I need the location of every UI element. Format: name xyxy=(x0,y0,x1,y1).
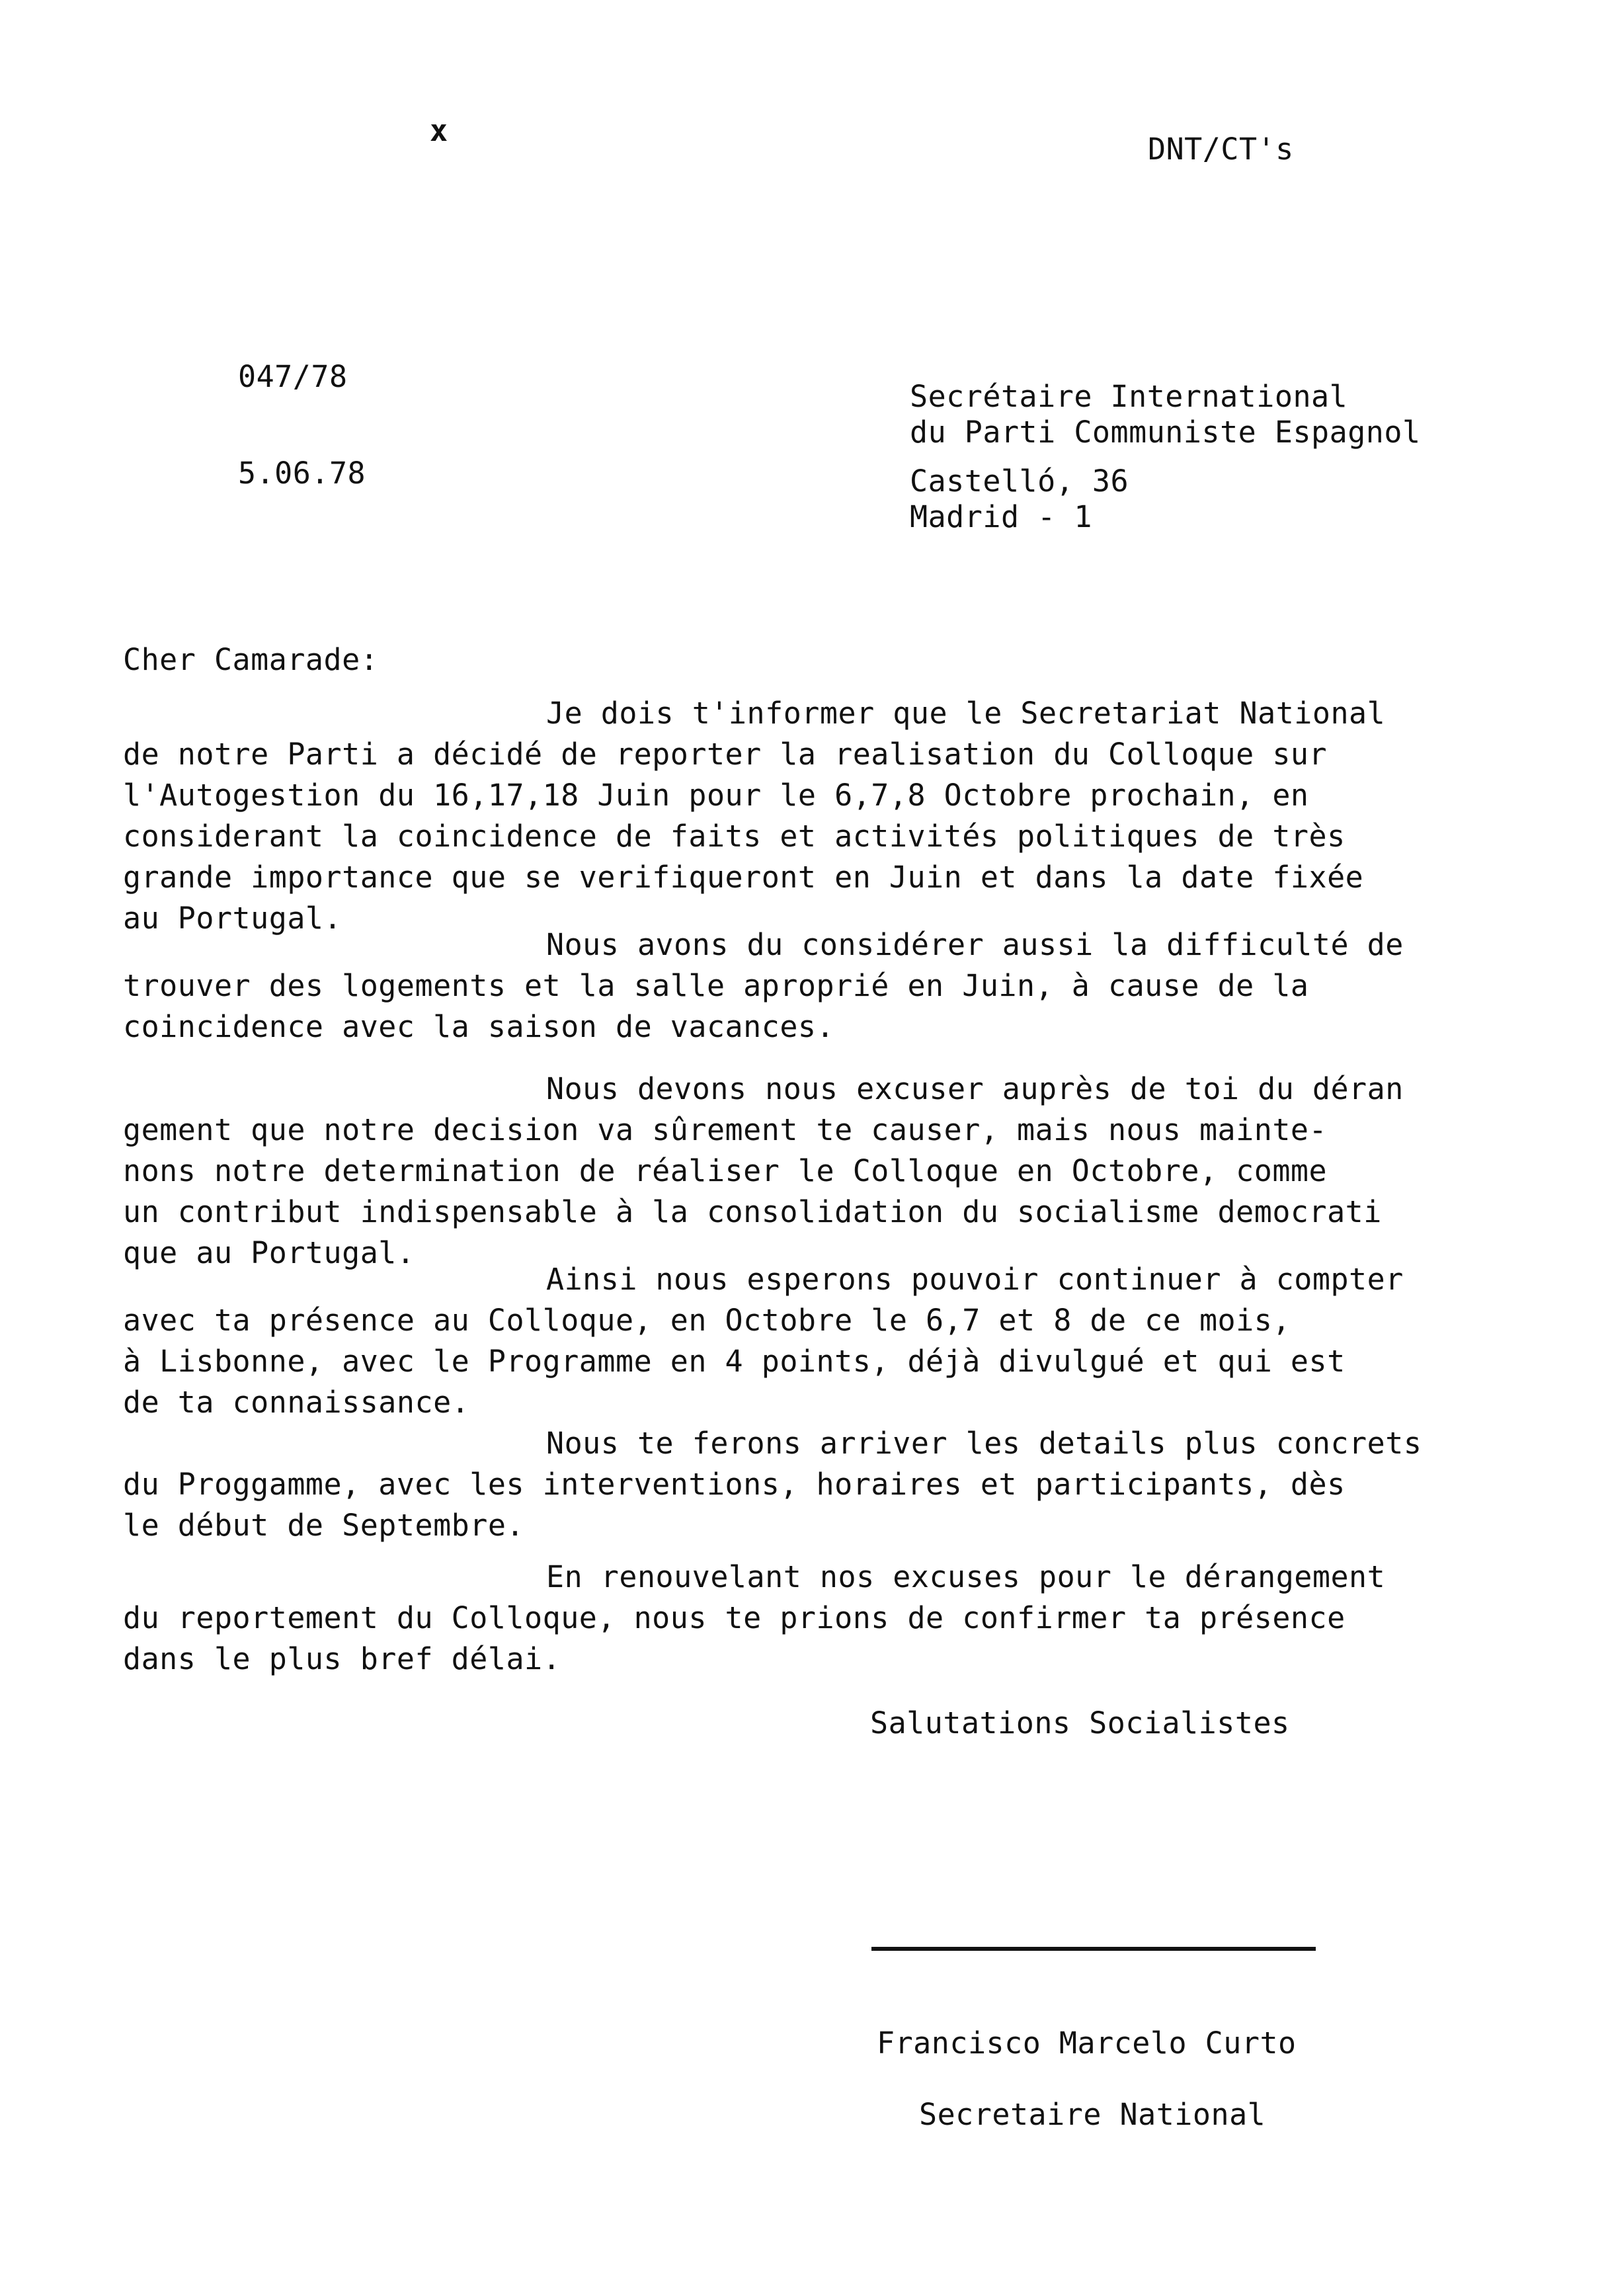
reference-code: DNT/CT's xyxy=(1148,132,1294,167)
paragraph-1 xyxy=(123,693,1511,939)
paragraph-line: Nous devons nous excuser auprès de toi du déran xyxy=(546,1071,1404,1106)
paragraph-line: au Portugal. xyxy=(123,901,342,936)
signature-line xyxy=(871,1947,1316,1951)
paragraph-line: En renouvelant nos excuses pour le dérangement xyxy=(546,1559,1386,1594)
letter-number: 047/78 xyxy=(238,359,348,394)
paragraph-line: coincidence avec la saison de vacances. xyxy=(123,1009,835,1044)
paragraph-line: de notre Parti a décidé de reporter la realisation du Colloque sur xyxy=(123,737,1328,772)
paragraph-line: avec ta présence au Colloque, en Octobre le 6,7 et 8 de ce mois, xyxy=(123,1303,1291,1338)
paragraph-line: Nous avons du considérer aussi la difficulté de xyxy=(546,927,1404,962)
paragraph-line: le début de Septembre. xyxy=(123,1508,525,1543)
paragraph-line: du reportement du Colloque, nous te prions de confirmer ta présence xyxy=(123,1600,1346,1635)
header-mark: x xyxy=(430,113,448,148)
paragraph-line: un contribut indispensable à la consolidation du socialisme democrati xyxy=(123,1194,1382,1229)
paragraph-line: nons notre determination de réaliser le Colloque en Octobre, comme xyxy=(123,1153,1328,1188)
paragraph-line: Ainsi nous esperons pouvoir continuer à compter xyxy=(546,1262,1404,1297)
letter-date: 5.06.78 xyxy=(238,456,366,491)
paragraph-line: dans le plus bref délai. xyxy=(123,1641,561,1676)
paragraph-4 xyxy=(123,1259,1511,1423)
recipient-line-4: Madrid - 1 xyxy=(910,499,1092,534)
recipient-line-2: du Parti Communiste Espagnol xyxy=(910,415,1421,450)
paragraph-line: du Proggamme, avec les interventions, horaires et participants, dès xyxy=(123,1467,1346,1502)
paragraph-5 xyxy=(123,1423,1511,1546)
paragraph-line: gement que notre decision va sûrement te causer, mais nous mainte- xyxy=(123,1112,1328,1147)
paragraph-line: trouver des logements et la salle aproprié en Juin, à cause de la xyxy=(123,968,1309,1003)
paragraph-line: grande importance que se verifiqueront en Juin et dans la date fixée xyxy=(123,860,1364,895)
recipient-line-3: Castelló, 36 xyxy=(910,464,1129,499)
paragraph-line: l'Autogestion du 16,17,18 Juin pour le 6,7,8 Octobre prochain, en xyxy=(123,778,1309,813)
paragraph-3 xyxy=(123,1069,1511,1274)
paragraph-line: que au Portugal. xyxy=(123,1235,415,1270)
signatory-title: Secretaire National xyxy=(919,2097,1266,2132)
salutation: Cher Camarade: xyxy=(123,642,379,677)
closing: Salutations Socialistes xyxy=(870,1705,1290,1741)
paragraph-line: considerant la coincidence de faits et activités politiques de très xyxy=(123,819,1346,854)
paragraph-line: Nous te ferons arriver les details plus concrets xyxy=(546,1426,1422,1461)
paragraph-6 xyxy=(123,1557,1511,1680)
paragraph-line: Je dois t'informer que le Secretariat National xyxy=(546,696,1386,731)
paragraph-2 xyxy=(123,924,1511,1047)
signatory-name: Francisco Marcelo Curto xyxy=(877,2026,1297,2061)
recipient-line-1: Secrétaire International xyxy=(910,379,1348,414)
paragraph-line: de ta connaissance. xyxy=(123,1385,470,1420)
paragraph-line: à Lisbonne, avec le Programme en 4 points, déjà divulgué et qui est xyxy=(123,1344,1346,1379)
